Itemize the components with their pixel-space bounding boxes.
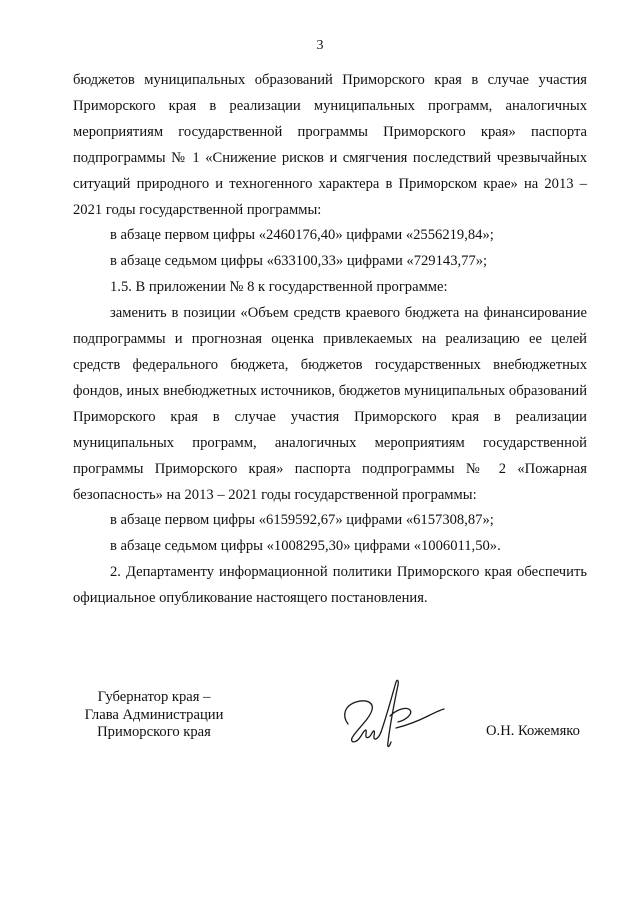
signatory-title-line: Приморского края (97, 724, 211, 740)
paragraph-amendment-3: в абзаце первом цифры «6159592,67» цифрами «6157308,87»; (110, 512, 494, 529)
paragraph-amendment-2: в абзаце седьмом цифры «633100,33» цифрами «729143,77»; (110, 253, 488, 270)
document-body (73, 68, 587, 612)
signatory-title-line: Губернатор края – (97, 689, 211, 705)
paragraph-passport-subprogram-1: бюджетов муниципальных образований Приморского края в случае участия Приморского края в реализации муниципальных программ, аналогичных мероприятиям государственной программы Приморского края» паспорта подпрограммы № 1 «Снижение рисков и смягчения последствий чрезвычайных ситуаций природного и техногенного характера в Приморском крае» на 2013 – 2021 годы государственной программы: (73, 72, 587, 218)
paragraph-amendment-4: в абзаце седьмом цифры «1008295,30» цифрами «1006011,50». (110, 538, 501, 555)
paragraph-appendix-8: 1.5. В приложении № 8 к государственной программе: (110, 279, 448, 296)
paragraph-amendment-1: в абзаце первом цифры «2460176,40» цифрами «2556219,84»; (110, 227, 494, 244)
paragraph-replace-position: заменить в позиции «Объем средств краевого бюджета на финансирование подпрограммы и прогнозная оценка привлекаемых на реализацию ее целей средств федерального бюджета, бюджетов государственных внебюджетных фондов, иных внебюджетных источников, бюджетов муниципальных образований Приморского края в случае участия Приморского края в реализации муниципальных программ, аналогичных мероприятиям государственной программы Приморского края» паспорта подпрограммы № 2 «Пожарная безопасность» на 2013 – 2021 годы государственной программы: (73, 305, 587, 503)
handwritten-signature (336, 676, 448, 758)
signatory-title (74, 689, 234, 742)
signatory-title-line: Глава Администрации (84, 706, 224, 723)
page-number: 3 (316, 38, 324, 53)
signatory-name: О.Н. Кожемяко (486, 723, 580, 739)
paragraph-publication: 2. Департаменту информационной политики Приморского края обеспечить официальное опубликование настоящего постановления. (73, 564, 587, 607)
